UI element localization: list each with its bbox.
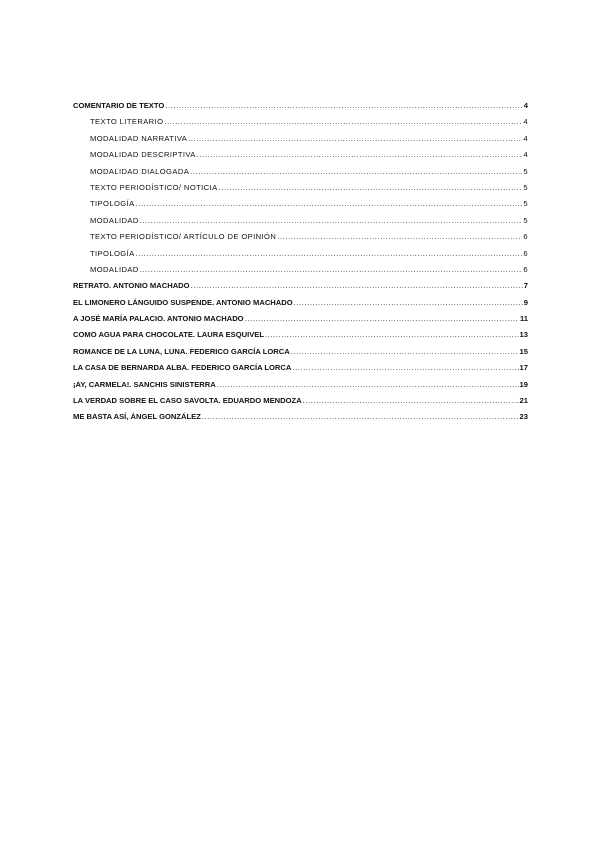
toc-entry[interactable] bbox=[73, 117, 528, 133]
toc-entry-title: MODALIDAD bbox=[90, 264, 139, 274]
dot-leader bbox=[136, 249, 523, 258]
toc-entry[interactable] bbox=[73, 249, 528, 265]
toc-entry-page: 4 bbox=[523, 117, 528, 127]
toc-entry-page: 7 bbox=[523, 281, 528, 291]
dot-leader bbox=[164, 117, 522, 126]
toc-entry-page: 23 bbox=[519, 412, 528, 422]
toc-entry-title: LA VERDAD SOBRE EL CASO SAVOLTA. EDUARDO MENDOZA bbox=[73, 396, 302, 406]
toc-entry[interactable] bbox=[73, 216, 528, 232]
toc-entry[interactable] bbox=[73, 298, 528, 314]
dot-leader bbox=[292, 363, 518, 372]
toc-entry-page: 15 bbox=[519, 346, 528, 356]
toc-entry-title: ME BASTA ASÍ, ÁNGEL GONZÁLEZ bbox=[73, 412, 201, 422]
toc-entry-title: LA CASA DE BERNARDA ALBA. FEDERICO GARCÍA LORCA bbox=[73, 363, 292, 373]
toc-entry[interactable] bbox=[73, 167, 528, 183]
toc-entry-title: MODALIDAD DIALOGADA bbox=[90, 166, 190, 176]
dot-leader bbox=[291, 347, 519, 356]
toc-entry-page: 6 bbox=[523, 232, 528, 242]
toc-entry-title: COMENTARIO DE TEXTO bbox=[73, 101, 165, 110]
toc-entry[interactable] bbox=[73, 265, 528, 281]
toc-entry[interactable] bbox=[73, 314, 528, 330]
toc-entry[interactable] bbox=[73, 363, 528, 379]
toc-entry-title: COMO AGUA PARA CHOCOLATE. LAURA ESQUIVEL bbox=[73, 330, 264, 340]
dot-leader bbox=[140, 265, 523, 274]
toc-entry-page: 11 bbox=[519, 314, 528, 324]
toc-entry-title: TEXTO PERIODÍSTICO/ ARTÍCULO DE OPINIÓN bbox=[90, 232, 277, 242]
dot-leader bbox=[277, 232, 522, 241]
toc-entry-title: TIPOLOGÍA bbox=[90, 248, 135, 258]
toc-entry[interactable] bbox=[73, 347, 528, 363]
toc-entry[interactable] bbox=[73, 183, 528, 199]
dot-leader bbox=[217, 380, 519, 389]
toc-entry-page: 4 bbox=[523, 101, 528, 110]
toc-entry-title: ¡AY, CARMELA!. SANCHIS SINISTERRA bbox=[73, 379, 216, 389]
toc-entry[interactable] bbox=[73, 396, 528, 412]
toc-entry-page: 21 bbox=[519, 396, 528, 406]
toc-entry-title: RETRATO. ANTONIO MACHADO bbox=[73, 281, 190, 291]
toc-entry-title: TIPOLOGÍA bbox=[90, 199, 135, 209]
toc-entry-page: 19 bbox=[519, 379, 528, 389]
toc-entry[interactable] bbox=[73, 380, 528, 396]
toc-entry[interactable] bbox=[73, 134, 528, 150]
toc-entry[interactable] bbox=[73, 101, 528, 117]
dot-leader bbox=[188, 134, 522, 143]
toc-entry-page: 4 bbox=[523, 150, 528, 160]
toc-entry-page: 4 bbox=[523, 133, 528, 143]
toc-entry-page: 5 bbox=[523, 199, 528, 209]
toc-entry-title: A JOSÉ MARÍA PALACIO. ANTONIO MACHADO bbox=[73, 314, 244, 324]
toc-entry-page: 17 bbox=[519, 363, 528, 373]
toc-entry[interactable] bbox=[73, 330, 528, 346]
toc-entry-page: 5 bbox=[523, 166, 528, 176]
toc-entry-page: 5 bbox=[523, 215, 528, 225]
toc-entry-title: TEXTO LITERARIO bbox=[90, 117, 164, 127]
dot-leader bbox=[294, 298, 523, 307]
dot-leader bbox=[265, 330, 519, 339]
dot-leader bbox=[197, 150, 523, 159]
toc-entry[interactable] bbox=[73, 281, 528, 297]
dot-leader bbox=[219, 183, 523, 192]
toc-entry-page: 13 bbox=[519, 330, 528, 340]
toc-entry-title: MODALIDAD NARRATIVA bbox=[90, 133, 188, 143]
dot-leader bbox=[303, 396, 519, 405]
toc-entry-title: EL LIMONERO LÁNGUIDO SUSPENDE. ANTONIO MACHADO bbox=[73, 297, 293, 307]
dot-leader bbox=[245, 314, 519, 323]
toc-entry-page: 6 bbox=[523, 248, 528, 258]
toc-entry-title: TEXTO PERIODÍSTICO/ NOTICIA bbox=[90, 182, 218, 192]
toc-entry[interactable] bbox=[73, 199, 528, 215]
toc-entry[interactable] bbox=[73, 412, 528, 428]
toc-entry-title: MODALIDAD bbox=[90, 215, 139, 225]
toc-entry[interactable] bbox=[73, 150, 528, 166]
toc-entry-title: ROMANCE DE LA LUNA, LUNA. FEDERICO GARCÍA LORCA bbox=[73, 346, 290, 356]
dot-leader bbox=[165, 101, 522, 110]
dot-leader bbox=[190, 167, 522, 176]
table-of-contents bbox=[73, 101, 528, 429]
toc-entry-page: 9 bbox=[523, 297, 528, 307]
toc-entry-page: 6 bbox=[523, 264, 528, 274]
toc-entry[interactable] bbox=[73, 232, 528, 248]
dot-leader bbox=[202, 412, 519, 421]
dot-leader bbox=[191, 281, 523, 290]
dot-leader bbox=[140, 216, 523, 225]
toc-entry-title: MODALIDAD DESCRIPTIVA bbox=[90, 150, 196, 160]
dot-leader bbox=[136, 199, 523, 208]
toc-entry-page: 5 bbox=[523, 182, 528, 192]
